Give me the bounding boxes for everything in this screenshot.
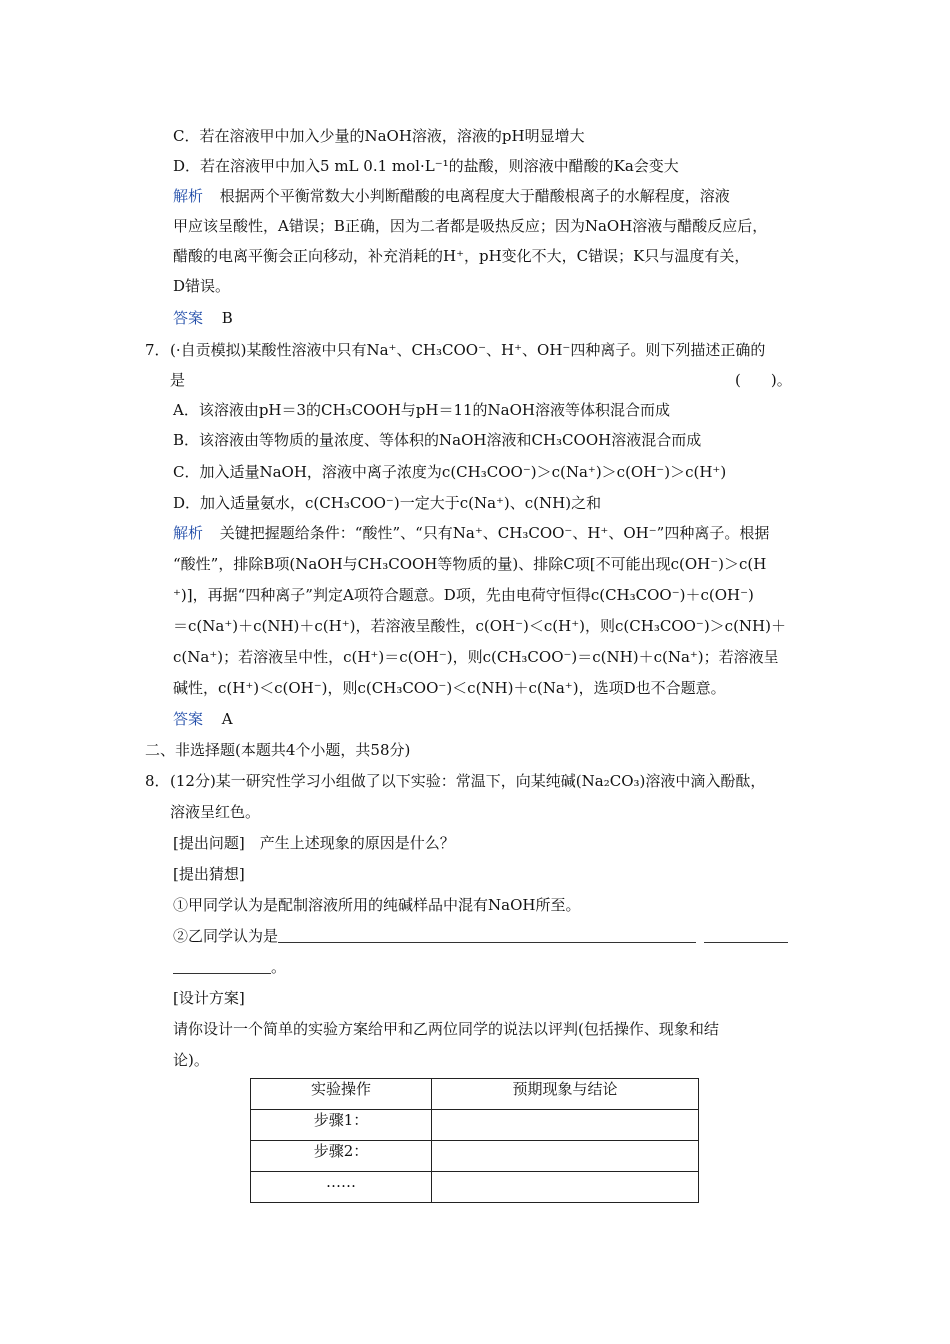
q8-design-line-2: 论)。 xyxy=(173,1051,209,1069)
q8-ask-problem: [提出问题] 产生上述现象的原因是什么？ xyxy=(173,834,455,852)
q6-analysis-label: 解析 xyxy=(173,187,204,205)
table-row xyxy=(251,1172,699,1203)
experiment-table xyxy=(250,1078,699,1203)
q6-answer-label: 答案 xyxy=(173,309,204,327)
q7-analysis-line-6: 碱性，c(H⁺)＜c(OH⁻)，则c(CH₃COO⁻)＜c(NH)＋c(Na⁺)，选项D也不合题意。 xyxy=(173,679,726,697)
q7-analysis-line-4: ＝c(Na⁺)＋c(NH)＋c(H⁺)，若溶液呈酸性，c(OH⁻)＜c(H⁺)，则c(CH₃COO⁻)＞c(NH)＋ xyxy=(173,617,786,635)
q6-analysis-line-2: 甲应该呈酸性，A错误；B正确，因为二者都是吸热反应；因为NaOH溶液与醋酸反应后， xyxy=(173,217,768,235)
section-heading: 二、非选择题(本题共4个小题，共58分) xyxy=(145,741,411,759)
table-cell-answer[interactable] xyxy=(432,1141,699,1172)
table-header-result: 预期现象与结论 xyxy=(432,1079,699,1110)
q6-option-c: C．若在溶液甲中加入少量的NaOH溶液，溶液的pH明显增大 xyxy=(173,127,585,145)
table-row xyxy=(251,1141,699,1172)
q6-analysis-line-1: 解析 根据两个平衡常数大小判断醋酸的电离程度大于醋酸根离子的水解程度，溶液 xyxy=(173,187,730,205)
q7-answer-label: 答案 xyxy=(173,710,204,728)
q7-analysis-line-1: 解析 关键把握题给条件：“酸性”、“只有Na⁺、CH₃COO⁻、H⁺、OH⁻”四种离子。根据 xyxy=(173,524,770,542)
q7-answer-value: A xyxy=(221,710,233,728)
table-cell-step: 步骤1： xyxy=(251,1110,432,1141)
q6-option-d: D．若在溶液甲中加入5 mL 0.1 mol·L⁻¹的盐酸，则溶液中醋酸的Ka会变大 xyxy=(173,157,679,175)
q6-analysis-line-3: 醋酸的电离平衡会正向移动，补充消耗的H⁺，pH变化不大，C错误；K只与温度有关， xyxy=(173,247,750,265)
table-header-row xyxy=(251,1079,699,1110)
q6-analysis-line-4: D错误。 xyxy=(173,277,231,295)
q7-analysis-label: 解析 xyxy=(173,524,204,542)
q7-stem-line-2: 是 xyxy=(170,371,186,389)
table-cell-answer[interactable] xyxy=(432,1110,699,1141)
q8-answer-blank-2[interactable] xyxy=(704,928,788,943)
q8-answer-blank-1[interactable] xyxy=(278,928,696,943)
table-header-operation: 实验操作 xyxy=(251,1079,432,1110)
q8-stem-line-1: (12分)某一研究性学习小组做了以下实验：常温下，向某纯碱(Na₂CO₃)溶液中滴入酚酞， xyxy=(170,772,766,790)
q6-answer xyxy=(173,308,233,328)
q8-design-line-1: 请你设计一个简单的实验方案给甲和乙两位同学的说法以评判(包括操作、现象和结 xyxy=(173,1020,719,1038)
table-cell-step: 步骤2： xyxy=(251,1141,432,1172)
q8-hypothesis-1: ①甲同学认为是配制溶液所用的纯碱样品中混有NaOH所至。 xyxy=(173,896,581,914)
q8-hypothesis-heading: [提出猜想] xyxy=(173,865,245,883)
table-cell-answer[interactable] xyxy=(432,1172,699,1203)
q8-design-heading: [设计方案] xyxy=(173,989,245,1007)
q7-option-c: C．加入适量NaOH，溶液中离子浓度为c(CH₃COO⁻)＞c(Na⁺)＞c(OH⁻)＞c(H⁺) xyxy=(173,463,727,481)
q7-stem-line-1: (·自贡模拟)某酸性溶液中只有Na⁺、CH₃COO⁻、H⁺、OH⁻四种离子。则下列描述正确的 xyxy=(170,341,766,359)
q7-analysis-line-3: ⁺)]，再据“四种离子”判定A项符合题意。D项，先由电荷守恒得c(CH₃COO⁻)＋c(OH⁻) xyxy=(173,586,754,604)
q8-hypothesis-2: ②乙同学认为是 xyxy=(173,926,788,946)
q8-hypothesis-2-continued: 。 xyxy=(173,957,286,977)
q7-number: 7． xyxy=(145,341,170,359)
q7-answer xyxy=(173,709,233,729)
q7-option-b: B．该溶液由等物质的量浓度、等体积的NaOH溶液和CH₃COOH溶液混合而成 xyxy=(173,431,702,449)
q7-analysis-line-2: “酸性”，排除B项(NaOH与CH₃COOH等物质的量)、排除C项[不可能出现c(OH⁻)＞c(H xyxy=(173,555,767,573)
q8-answer-blank-3[interactable] xyxy=(173,959,271,974)
q6-answer-value: B xyxy=(221,309,233,327)
q8-stem-line-2: 溶液呈红色。 xyxy=(170,803,261,821)
q7-option-a: A．该溶液由pH＝3的CH₃COOH与pH＝11的NaOH溶液等体积混合而成 xyxy=(173,401,671,419)
table-row xyxy=(251,1110,699,1141)
q7-option-d: D．加入适量氨水，c(CH₃COO⁻)一定大于c(Na⁺)、c(NH)之和 xyxy=(173,494,602,512)
q8-number: 8． xyxy=(145,772,170,790)
q7-answer-bracket: ( )。 xyxy=(735,371,792,389)
table-cell-step: …… xyxy=(251,1172,432,1203)
q7-analysis-line-5: c(Na⁺)；若溶液呈中性，c(H⁺)＝c(OH⁻)，则c(CH₃COO⁻)＝c(NH)＋c(Na⁺)；若溶液呈 xyxy=(173,648,779,666)
